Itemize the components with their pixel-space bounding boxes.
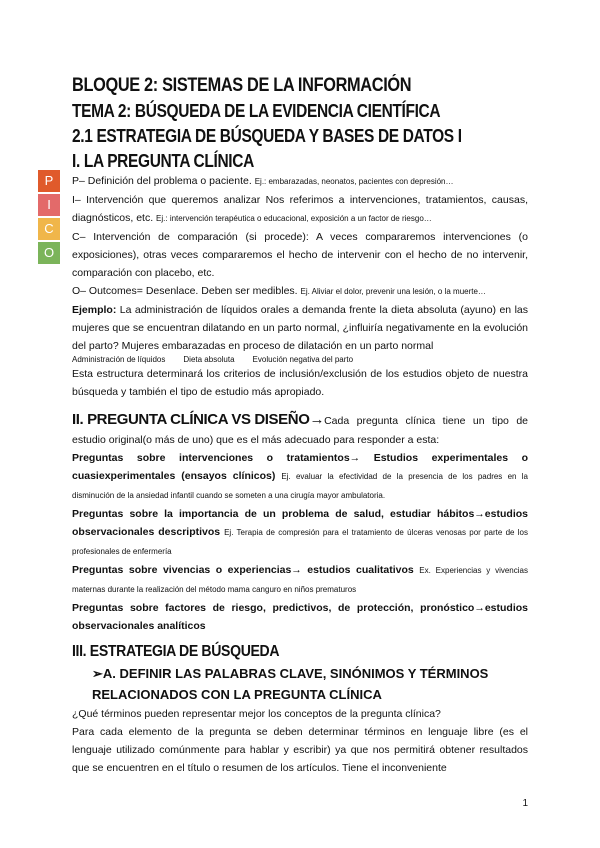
pico-o: O [38,242,60,264]
section-3-question: ¿Qué términos pueden representar mejor los conceptos de la pregunta clínica? [72,708,441,720]
ejemplo-paragraph: Ejemplo: La administración de líquidos orales a demanda frente la dieta absoluta (ayuno) en las mujeres que se encuentran dilatando en un parto normal, ¿influiría negativamente en la evolución del parto? Mujeres embarazadas en proceso de dilatación en un parto normal [72,304,528,352]
pico-i: I [38,194,60,216]
pico-column [38,170,60,266]
pregunta-2: Preguntas sobre la importancia de un problema de salud, estudiar hábitos→estudios observacionales descriptivos Ej. Terapia de compresión para el tratamiento de úlceras venosas por parte de los profesionales de enfermería [72,508,528,556]
pico-p-text: P– Definición del problema o paciente. Ej.: embarazadas, neonatos, pacientes con depresión… [72,175,454,187]
pico-c-text: C– Intervención de comparación (si procede): A veces compararemos intervenciones (o exposiciones), otras veces compararemos el hecho de intervenir con el hecho de no intervenir, comparación con placebo, etc. [72,231,528,279]
subtema-title: 2.1 ESTRATEGIA DE BÚSQUEDA Y BASES DE DATOS I [72,126,462,146]
pregunta-1: Preguntas sobre intervenciones o tratamientos→ Estudios experimentales o cuasiexperimentales (ensayos clínicos) Ej. evaluar la efectividad de la presencia de los padres en la disminución de la ansiedad infantil cuando se someten a una cirugía mayor ambulatoria. [72,452,528,500]
pregunta-4: Preguntas sobre factores de riesgo, predictivos, de protección, pronóstico→estudios observacionales analíticos [72,602,528,632]
section-3a-title: ➢A. DEFINIR LAS PALABRAS CLAVE, SINÓNIMOS Y TÉRMINOS RELACIONADOS CON LA PREGUNTA CLÍNICA [92,666,489,702]
estructura-paragraph: Esta estructura determinará los criterios de inclusión/exclusión de los estudios objeto de nuestra búsqueda y también el tipo de estudio más apropiado. [72,368,528,398]
section-1-title: I. LA PREGUNTA CLÍNICA [72,151,254,171]
pico-c: C [38,218,60,240]
section-3-paragraph: Para cada elemento de la pregunta se deben determinar términos en lenguaje libre (es el lenguaje utilizado comúnmente para hablar y escribir) ya que nos permitirá obtener resultados que se encuentren en el título o resumen de los artículos. Tiene el inconveniente [72,726,528,774]
pico-i-text: I– Intervención que queremos analizar Nos referimos a intervenciones, tratamientos, causas, diagnósticos, etc. Ej.: intervención terapéutica o educacional, exposición a un factor de riesgo… [72,194,528,224]
pregunta-3: Preguntas sobre vivencias o experiencias→ estudios cualitativos Ex. Experiencias y vivencias maternas durante la realización del método mama canguro en niños prematuros [72,564,528,594]
section-3-title: III. ESTRATEGIA DE BÚSQUEDA [72,643,280,660]
page-number: 1 [522,798,528,809]
pico-o-text: O– Outcomes= Desenlace. Deben ser medibles. Ej. Aliviar el dolor, prevenir una lesión, o la muerte… [72,285,486,297]
document-body [72,74,528,777]
pico-p: P [38,170,60,192]
section-2: II. PREGUNTA CLÍNICA VS DISEÑO→Cada pregunta clínica tiene un tipo de estudio original(o más de uno) que es el más adecuado para responder a esta: [72,411,528,446]
tema-title: TEMA 2: BÚSQUEDA DE LA EVIDENCIA CIENTÍFICA [72,101,441,121]
bloque-title: BLOQUE 2: SISTEMAS DE LA INFORMACIÓN [72,75,412,96]
ejemplo-labels: Administración de líquidos Dieta absoluta Evolución negativa del parto [72,355,354,364]
